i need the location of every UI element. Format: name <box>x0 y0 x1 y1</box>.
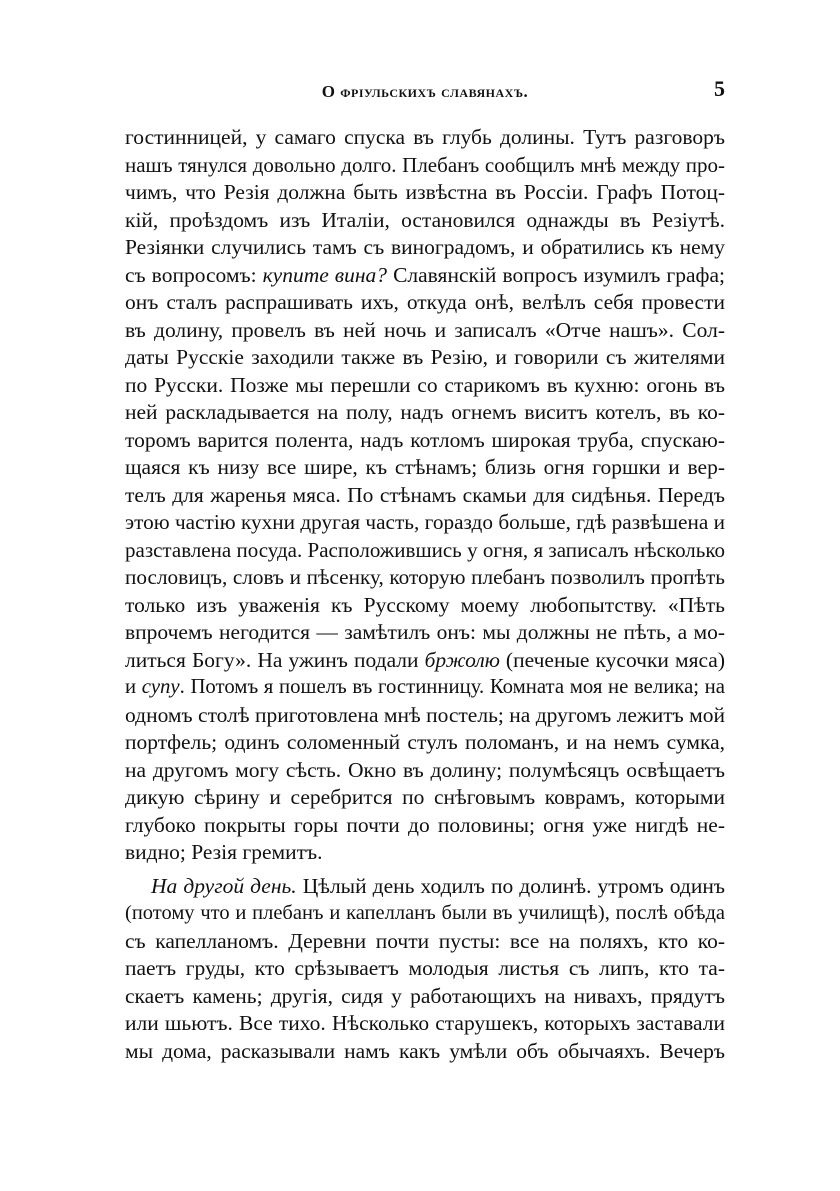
text-line: На другой день. Цѣлый день ходилъ по долинѣ. утромъ одинъ <box>151 873 725 898</box>
text-line: торомъ варится полента, надъ котломъ широкая труба, спускаю- <box>125 427 725 452</box>
italic-phrase: супу <box>141 676 180 698</box>
text-line: впрочемъ негодится — замѣтилъ онъ: мы должны не пѣть, а мо- <box>125 620 725 644</box>
text-line: этою частію кухни другая часть, гораздо больше, гдѣ развѣшена и <box>125 510 725 534</box>
text-line: литься Богу». На ужинъ подали бржолю (печеные кусочки мяса) <box>125 647 725 672</box>
text-line: гостинницей, у самаго спуска въ глубь долины. Тутъ разговоръ <box>125 125 725 149</box>
text-line: щаяся къ низу все шире, къ стѣнамъ; близь огня горшки и вер- <box>125 455 725 479</box>
text-line: нашъ тянулся довольно долго. Плебанъ сообщилъ мнѣ между про- <box>125 152 725 177</box>
text-line: даты Русскіе заходили также въ Резію, и говорили съ жителями <box>125 345 725 369</box>
text-line: Резіянки случились тамъ съ виноградомъ, и обратились къ нему <box>125 235 725 259</box>
text-line: дикую сѣрину и серебрится по снѣговымъ коврамъ, которыми <box>125 785 725 809</box>
text-line: скаетъ камень; другія, сидя у работающихъ на нивахъ, прядутъ <box>125 983 725 1008</box>
text-line: только изъ уваженія къ Русскому моему любопытству. «Пѣть <box>125 592 725 617</box>
text-line: или шьютъ. Все тихо. Нѣсколько старушекъ, которыхъ заставали <box>125 1011 725 1035</box>
italic-phrase: На другой день. <box>151 873 297 898</box>
running-header <box>125 76 725 106</box>
text-line: видно; Резія гремитъ. <box>125 840 323 864</box>
text-line: паетъ груды, кто срѣзываетъ молодыя листья съ липъ, кто та- <box>125 956 725 980</box>
text-line: и супу. Потомъ я пошелъ въ гостинницу. Комната моя не велика; на <box>125 676 725 698</box>
text-line: глубоко покрыты горы почти до половины; огня уже нигдѣ не- <box>125 812 725 837</box>
text-line: портфель; одинъ соломенный стулъ поломанъ, и на немъ сумка, <box>125 730 725 754</box>
text-line: одномъ столѣ приготовлена мнѣ постель; на другомъ лежитъ мой <box>125 702 725 727</box>
body-text <box>125 124 725 1065</box>
running-title: О фріульскихъ славянахъ. <box>321 82 529 101</box>
text-line: съ вопросомъ: купите вина? Славянскій вопросъ изумилъ графа; <box>125 262 725 287</box>
text-line: ней раскладывается на полу, надъ огнемъ виситъ котелъ, въ ко- <box>125 400 725 424</box>
text-line: пословицъ, словъ и пѣсенку, которую плебанъ позволилъ пропѣть <box>125 565 725 589</box>
text-line: телъ для жаренья мяса. По стѣнамъ скамьи для сидѣнья. Передъ <box>125 482 725 507</box>
text-line: въ долину, провелъ въ ней ночь и записалъ «Отче нашъ». Сол- <box>125 317 725 342</box>
text-line: кій, проѣздомъ изъ Италіи, остановился однажды въ Резіутѣ. <box>125 207 725 232</box>
page-number: 5 <box>714 76 725 101</box>
text-line: чимъ, что Резія должна быть извѣстна въ Россіи. Графъ Потоц- <box>125 180 725 204</box>
text-line: на другомъ могу сѣсть. Окно въ долину; полумѣсяцъ освѣщаетъ <box>125 757 725 782</box>
italic-phrase: купите вина? <box>262 262 388 287</box>
text-line: онъ сталъ распрашивать ихъ, откуда онѣ, велѣлъ себя провести <box>125 290 725 314</box>
text-line: мы дома, расказывали намъ какъ умѣли объ обычаяхъ. Вечеръ <box>125 1038 725 1063</box>
text-line: съ капелланомъ. Деревни почти пусты: все на поляхъ, кто ко- <box>125 928 725 953</box>
italic-phrase: бржолю <box>424 647 500 672</box>
text-line: разставлена посуда. Расположившись у огня, я записалъ нѣсколько <box>125 537 725 562</box>
text-line: по Русски. Позже мы перешли со старикомъ въ кухню: огонь въ <box>125 372 725 397</box>
text-line: (потому что и плебанъ и капелланъ были въ училищѣ), послѣ обѣда <box>125 902 725 924</box>
